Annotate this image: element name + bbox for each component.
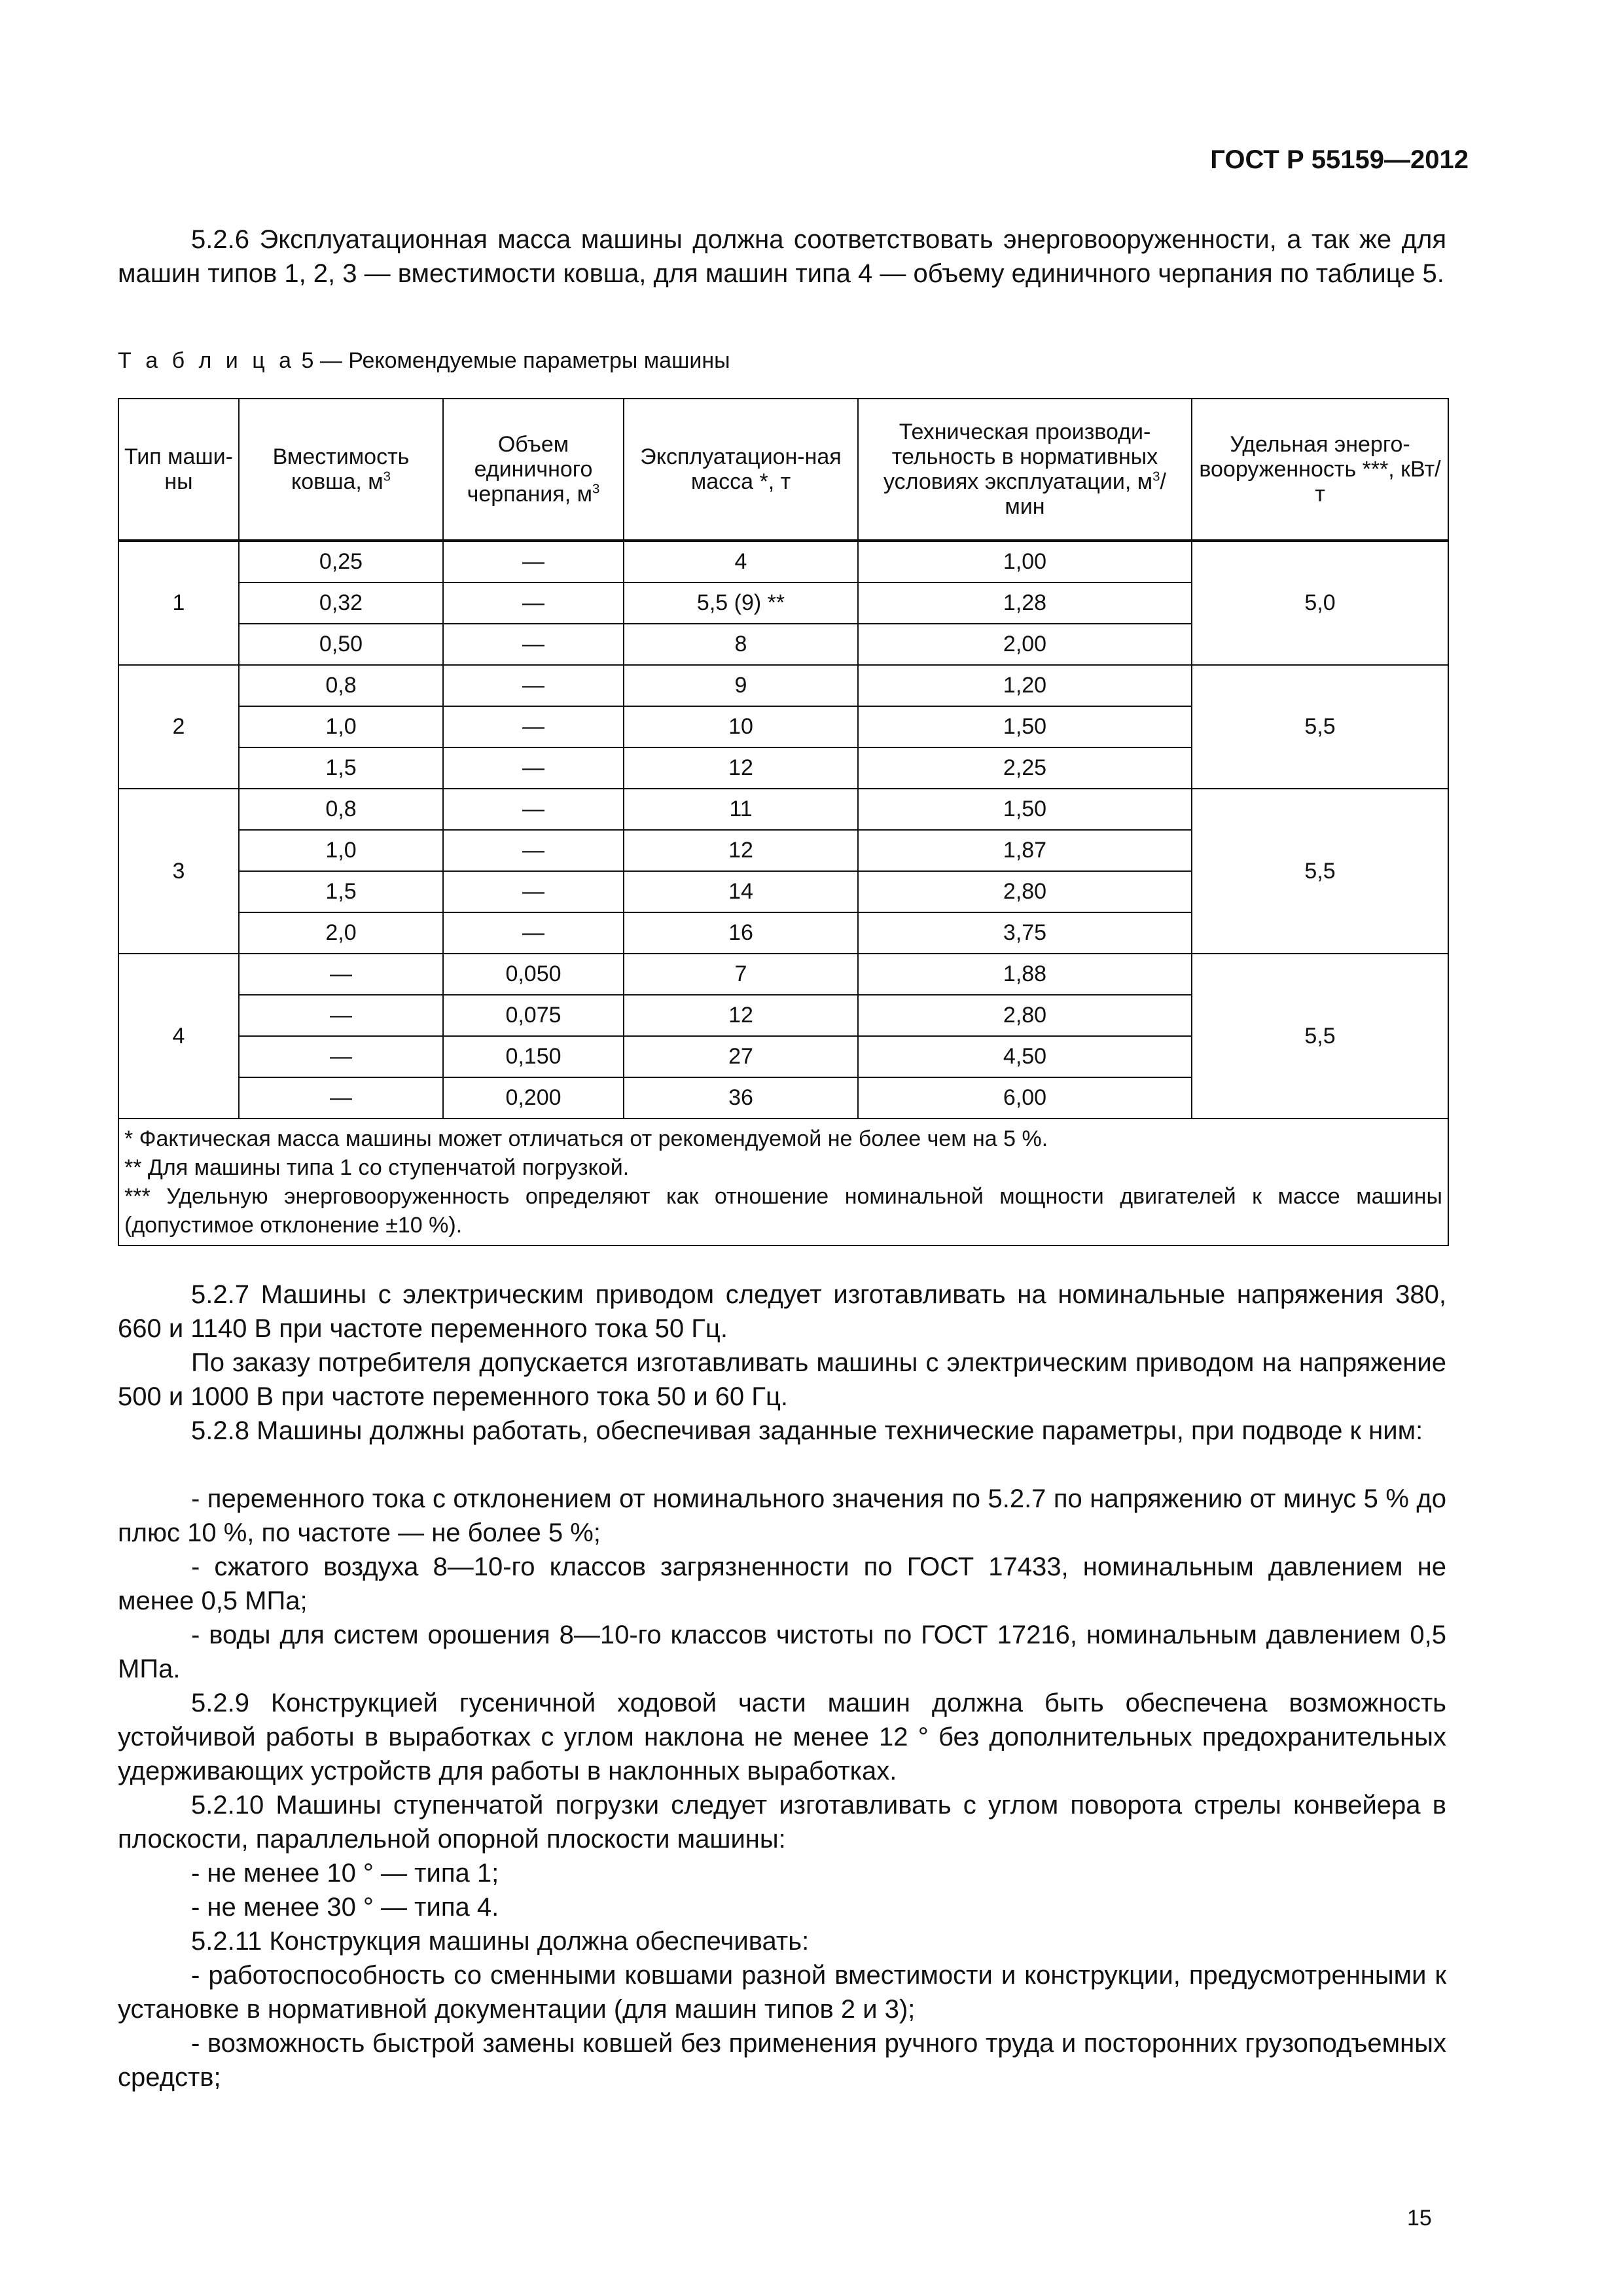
intro-paragraph: 5.2.6 Эксплуатационная масса машины должна соответствовать энерговооруженности, а так же для машин типов 1, 2, 3 — вместимости ковша, для машин типа 4 — объему единичного черпания по таблице 5. — [118, 225, 1446, 288]
cell-productivity: 1,20 — [858, 665, 1192, 706]
cell-machine-type: 3 — [118, 789, 239, 954]
cell-productivity: 1,50 — [858, 789, 1192, 830]
cell-mass: 16 — [624, 912, 858, 954]
cell-power: 5,5 — [1192, 954, 1448, 1119]
paragraph-order: По заказу потребителя допускается изготавливать машины с электрическим приводом на напряжение 500 и 1000 В при частоте переменного тока 50 и 60 Гц. — [118, 1348, 1446, 1411]
cell-capacity: 0,8 — [239, 789, 443, 830]
cell-volume: — — [443, 789, 624, 830]
note-mass: * Фактическая масса машины может отличаться от рекомендуемой не более чем на 5 %. — [124, 1126, 1048, 1151]
parameters-table — [118, 398, 1449, 1246]
header-capacity: Вместимость ковша, $м^3$ — [239, 399, 443, 541]
list-item-replacement: - возможность быстрой замены ковшей без применения ручного труда и посторонних грузоподъемных средств; — [118, 2029, 1446, 2092]
cell-mass: 10 — [624, 706, 858, 747]
cell-capacity: 0,50 — [239, 624, 443, 665]
cell-capacity: 1,5 — [239, 871, 443, 912]
header-volume: Объем единичного черпания, $м^3$ — [443, 399, 624, 541]
cell-volume: 0,075 — [443, 995, 624, 1036]
cell-volume: — — [443, 830, 624, 871]
cell-volume: 0,050 — [443, 954, 624, 995]
cell-machine-type: 1 — [118, 541, 239, 665]
cell-mass: 4 — [624, 541, 858, 583]
cell-volume: — — [443, 665, 624, 706]
cell-productivity: 2,80 — [858, 871, 1192, 912]
table-row — [118, 954, 1448, 995]
list-item-current: - переменного тока с отклонением от номинального значения по 5.2.7 по напряжению от минус 5 % до плюс 10 %, по частоте — не более 5 %; — [118, 1484, 1446, 1547]
cell-mass: 12 — [624, 995, 858, 1036]
note-power: *** Удельную энерговооруженность определяют как отношение номинальной мощности двигателей к массе машины (допустимое отклонение ±10 %). — [124, 1184, 1442, 1238]
table-notes — [118, 1119, 1448, 1246]
cell-capacity: 1,0 — [239, 830, 443, 871]
cell-capacity: — — [239, 1036, 443, 1077]
header-type: Тип маши-ны — [118, 399, 239, 541]
cell-mass: 36 — [624, 1077, 858, 1119]
table-notes-row — [118, 1119, 1448, 1246]
table-row — [118, 789, 1448, 830]
cell-power: 5,0 — [1192, 541, 1448, 665]
header-mass: Эксплуатацион-ная масса *, т — [624, 399, 858, 541]
cell-volume: — — [443, 912, 624, 954]
cell-capacity: 2,0 — [239, 912, 443, 954]
cell-volume: — — [443, 747, 624, 789]
header-power: Удельная энерго-вооруженность ***, кВт/т — [1192, 399, 1448, 541]
cell-productivity: 1,88 — [858, 954, 1192, 995]
document-code: ГОСТ Р 55159—2012 — [1210, 145, 1469, 174]
paragraph-5-2-10: 5.2.10 Машины ступенчатой погрузки следует изготавливать с углом поворота стрелы конвейера в плоскости, параллельной опорной плоскости машины: — [118, 1791, 1446, 1854]
cell-productivity: 2,80 — [858, 995, 1192, 1036]
table-header-row — [118, 399, 1448, 541]
cell-productivity: 3,75 — [858, 912, 1192, 954]
cell-mass: 9 — [624, 665, 858, 706]
paragraph-5-2-9: 5.2.9 Конструкцией гусеничной ходовой части машин должна быть обеспечена возможность устойчивой работы в выработках с углом наклона не менее 12 ° без дополнительных предохранительных удерживающих устройств для работы в наклонных выработках. — [118, 1689, 1446, 1785]
cell-machine-type: 2 — [118, 665, 239, 789]
cell-machine-type: 4 — [118, 954, 239, 1119]
cell-volume: — — [443, 871, 624, 912]
paragraph-5-2-7: 5.2.7 Машины с электрическим приводом следует изготавливать на номинальные напряжения 380, 660 и 1140 В при частоте переменного тока 50 Гц. — [118, 1280, 1446, 1343]
cell-volume: 0,150 — [443, 1036, 624, 1077]
cell-capacity: 0,8 — [239, 665, 443, 706]
cell-productivity: 1,87 — [858, 830, 1192, 871]
cell-volume: — — [443, 541, 624, 583]
list-item-type4: - не менее 30 ° — типа 4. — [191, 1893, 499, 1922]
note-type1: ** Для машины типа 1 со ступенчатой погрузкой. — [124, 1155, 630, 1180]
cell-productivity: 1,50 — [858, 706, 1192, 747]
page-number: 15 — [1407, 2206, 1432, 2231]
cell-capacity: 0,25 — [239, 541, 443, 583]
cell-productivity: 1,00 — [858, 541, 1192, 583]
table-row — [118, 665, 1448, 706]
table-caption-text: 5 — Рекомендуемые параметры машины — [295, 348, 730, 373]
cell-mass: 8 — [624, 624, 858, 665]
list-item-type1: - не менее 10 ° — типа 1; — [191, 1859, 499, 1888]
cell-mass: 27 — [624, 1036, 858, 1077]
cell-mass: 11 — [624, 789, 858, 830]
cell-productivity: 2,00 — [858, 624, 1192, 665]
cell-productivity: 6,00 — [858, 1077, 1192, 1119]
cell-volume: — — [443, 706, 624, 747]
cell-productivity: 4,50 — [858, 1036, 1192, 1077]
cell-mass: 7 — [624, 954, 858, 995]
cell-mass: 12 — [624, 747, 858, 789]
header-productivity: Техническая производи-тельность в нормативных условиях эксплуатации, $м^3$/мин — [858, 399, 1192, 541]
cell-power: 5,5 — [1192, 665, 1448, 789]
table-row — [118, 541, 1448, 583]
table-body — [118, 541, 1448, 1119]
cell-productivity: 1,28 — [858, 583, 1192, 624]
cell-capacity: 0,32 — [239, 583, 443, 624]
cell-volume: — — [443, 624, 624, 665]
cell-productivity: 2,25 — [858, 747, 1192, 789]
table-caption-label: Т а б л и ц а — [118, 348, 296, 373]
list-item-water: - воды для систем орошения 8—10-го классов чистоты по ГОСТ 17216, номинальным давлением 0,5 МПа. — [118, 1621, 1446, 1683]
cell-power: 5,5 — [1192, 789, 1448, 954]
table-caption — [118, 348, 730, 374]
cell-capacity: 1,0 — [239, 706, 443, 747]
cell-volume: 0,200 — [443, 1077, 624, 1119]
cell-capacity: — — [239, 995, 443, 1036]
list-item-air: - сжатого воздуха 8—10-го классов загрязненности по ГОСТ 17433, номинальным давлением не менее 0,5 МПа; — [118, 1552, 1446, 1615]
paragraph-5-2-8: 5.2.8 Машины должны работать, обеспечивая заданные технические параметры, при подводе к ним: — [191, 1416, 1423, 1445]
cell-volume: — — [443, 583, 624, 624]
cell-mass: 12 — [624, 830, 858, 871]
cell-mass: 14 — [624, 871, 858, 912]
cell-mass: 5,5 (9) ** — [624, 583, 858, 624]
cell-capacity: 1,5 — [239, 747, 443, 789]
cell-capacity: — — [239, 1077, 443, 1119]
paragraph-5-2-11: 5.2.11 Конструкция машины должна обеспечивать: — [191, 1927, 810, 1956]
list-item-buckets: - работоспособность со сменными ковшами разной вместимости и конструкции, предусмотренными к установке в нормативной документации (для машин типов 2 и 3); — [118, 1961, 1446, 2024]
cell-capacity: — — [239, 954, 443, 995]
